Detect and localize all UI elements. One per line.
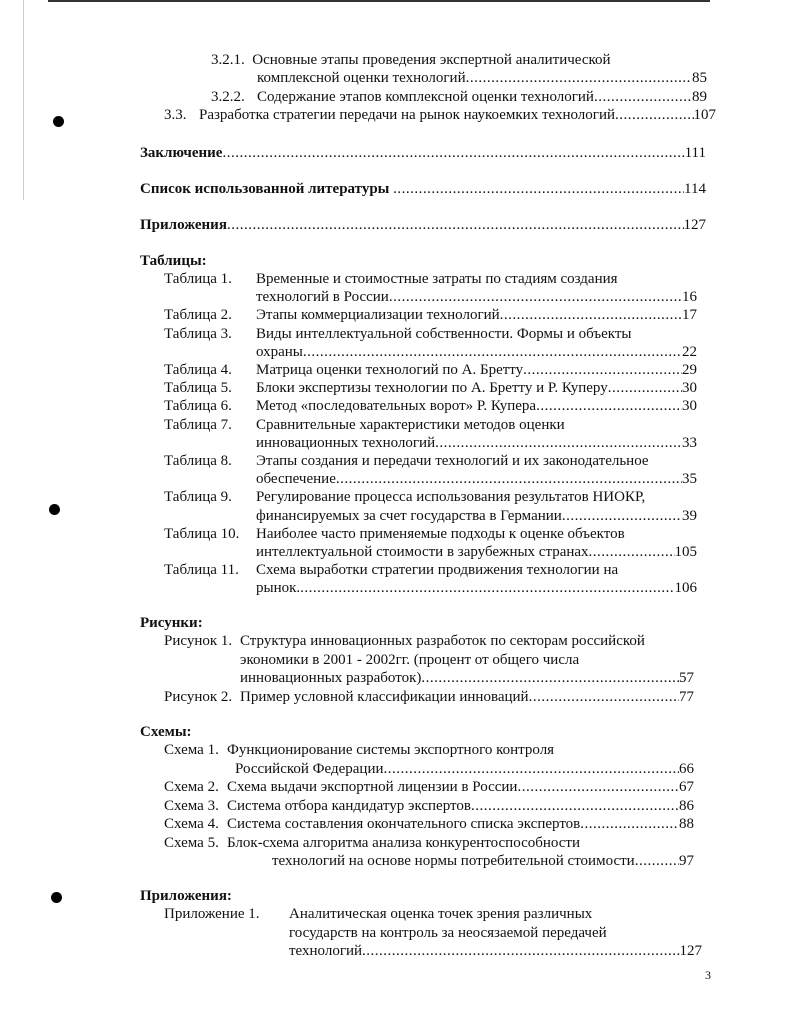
leader-dots xyxy=(517,778,679,796)
entry-title: инновационных технологий xyxy=(256,434,436,451)
entry-label: Таблица 10. xyxy=(164,525,240,542)
leader-dots xyxy=(300,579,674,597)
entry-title: Содержание этапов комплексной оценки технологий xyxy=(257,89,594,105)
leader-dots xyxy=(393,180,684,198)
page-ref: 35 xyxy=(682,471,697,488)
entry-title: финансируемых за счет государства в Германии xyxy=(256,507,562,524)
table-entry xyxy=(164,325,632,343)
page-ref: 127 xyxy=(683,217,706,233)
entry-title: Виды интеллектуальной собственности. Формы и объекты xyxy=(256,325,632,342)
entry-title: Временные и стоимостные затраты по стадиям создания xyxy=(256,271,618,287)
leader-dots xyxy=(580,815,679,833)
leader-dots xyxy=(615,106,694,124)
entry-title: Приложения xyxy=(140,217,227,233)
entry-title-continued xyxy=(256,507,697,525)
entry-number: 3.2.1. xyxy=(211,52,245,68)
entry-title: инновационных разработок) xyxy=(240,670,422,686)
entry-label: Таблица 5. xyxy=(164,380,232,397)
entry-title: технологий в России xyxy=(256,289,389,306)
page-ref: 57 xyxy=(679,670,694,686)
page-ref: 66 xyxy=(679,760,694,777)
entry-title: Разработка стратегии передачи на рынок наукоемких технологий xyxy=(199,107,615,123)
scheme-entry xyxy=(164,834,580,852)
entry-title: Пример условной классификации инноваций xyxy=(240,688,529,705)
toc-entry-3-2-1-cont xyxy=(257,69,707,87)
page-ref: 30 xyxy=(682,380,697,397)
page-ref: 29 xyxy=(682,362,697,378)
entry-label: Таблица 7. xyxy=(164,416,232,433)
entry-label: Приложение 1. xyxy=(164,906,260,922)
entry-title-continued: государств на контроль за неосязаемой передачей xyxy=(289,924,607,941)
entry-title: Наиболее часто применяемые подходы к оценке объектов xyxy=(256,525,625,542)
entry-title-continued xyxy=(240,669,694,687)
entry-title: охраны xyxy=(256,343,303,360)
leader-dots xyxy=(435,434,682,452)
table-entry xyxy=(164,525,625,543)
leader-dots xyxy=(529,688,679,706)
table-entry xyxy=(164,379,697,397)
page-number: 3 xyxy=(705,968,711,982)
page-ref: 114 xyxy=(684,181,706,197)
schemes-heading: Схемы: xyxy=(140,724,192,740)
entry-title: Сравнительные характеристики методов оценки xyxy=(256,416,565,433)
entry-title: рынок. xyxy=(256,580,301,597)
table-entry xyxy=(164,416,565,434)
table-entry xyxy=(164,452,649,470)
page-ref: 17 xyxy=(682,307,697,324)
leader-dots xyxy=(523,361,682,379)
figure-entry xyxy=(164,688,694,706)
leader-dots xyxy=(389,288,682,306)
toc-entry-3-2-2 xyxy=(211,88,707,106)
entry-title-continued xyxy=(235,760,694,778)
page-ref: 30 xyxy=(682,398,697,415)
entry-number: 3.2.2. xyxy=(211,89,245,105)
appendix-entry xyxy=(164,905,592,923)
scheme-entry xyxy=(164,797,694,815)
leader-dots xyxy=(421,669,679,687)
figure-entry xyxy=(164,632,645,650)
entry-title: Блоки экспертизы технологии по А. Бретту и Р. Куперу xyxy=(256,380,608,397)
entry-label: Схема 4. xyxy=(164,816,219,832)
entry-title: Схема выдачи экспортной лицензии в России xyxy=(227,779,518,795)
punch-hole-icon xyxy=(53,116,64,127)
entry-label: Таблица 4. xyxy=(164,362,232,378)
entry-title: интеллектуальной стоимости в зарубежных странах xyxy=(256,544,589,560)
scan-left-edge xyxy=(23,0,24,200)
leader-dots xyxy=(562,507,682,525)
table-entry xyxy=(164,361,697,379)
leader-dots xyxy=(500,306,682,324)
entry-title: Список использованной литературы xyxy=(140,181,390,197)
entry-title-continued xyxy=(256,434,697,452)
entry-title-continued xyxy=(256,470,697,488)
entry-title: Структура инновационных разработок по секторам российской xyxy=(240,633,645,649)
entry-title: комплексной оценки технологий xyxy=(257,70,466,86)
entry-label: Рисунок 1. xyxy=(164,633,233,649)
entry-label: Схема 5. xyxy=(164,834,219,851)
table-entry xyxy=(164,306,697,324)
page-ref: 67 xyxy=(679,779,694,795)
leader-dots xyxy=(222,144,684,162)
entry-number: 3.3. xyxy=(164,107,187,123)
entry-title: Основные этапы проведения экспертной аналитической xyxy=(252,52,611,68)
page-ref: 107 xyxy=(693,107,716,123)
leader-dots xyxy=(594,88,692,106)
tables-heading: Таблицы: xyxy=(140,253,207,269)
entry-title: Метод «последовательных ворот» Р. Купера xyxy=(256,398,537,415)
page-ref: 111 xyxy=(684,145,706,161)
toc-entry-conclusion xyxy=(140,144,706,162)
page-ref: 22 xyxy=(682,343,697,360)
page-ref: 16 xyxy=(682,289,697,306)
entry-title-continued xyxy=(289,942,702,960)
entry-label: Схема 1. xyxy=(164,742,219,758)
page-ref: 85 xyxy=(692,70,707,86)
entry-title: Заключение xyxy=(140,145,223,161)
page-ref: 127 xyxy=(679,943,702,959)
leader-dots xyxy=(336,470,682,488)
toc-entry-appendices xyxy=(140,216,706,234)
entry-label: Таблица 2. xyxy=(164,307,232,324)
table-entry xyxy=(164,270,618,288)
page-ref: 106 xyxy=(674,580,697,597)
table-entry xyxy=(164,397,697,415)
page-ref: 77 xyxy=(679,688,694,705)
entry-label: Рисунок 2. xyxy=(164,688,233,705)
entry-title: Аналитическая оценка точек зрения различных xyxy=(289,906,593,922)
leader-dots xyxy=(536,397,682,415)
leader-dots xyxy=(589,543,675,561)
entry-title-continued: экономики в 2001 - 2002гг. (процент от общего числа xyxy=(240,651,580,668)
punch-hole-icon xyxy=(49,504,60,515)
leader-dots xyxy=(362,942,679,960)
toc-entry-3-3 xyxy=(164,106,716,124)
toc-entry-references xyxy=(140,180,706,198)
entry-title: технологий xyxy=(289,943,363,959)
scheme-entry xyxy=(164,778,694,796)
entry-title-continued xyxy=(256,343,697,361)
entry-title-continued xyxy=(256,288,697,306)
entry-title-continued xyxy=(256,579,697,597)
leader-dots xyxy=(471,797,679,815)
page-ref: 97 xyxy=(679,853,694,869)
entry-title-continued xyxy=(272,852,694,870)
entry-label: Таблица 9. xyxy=(164,489,232,506)
entry-title: Матрица оценки технологий по А. Бретту xyxy=(256,362,524,378)
leader-dots xyxy=(608,379,682,397)
page-ref: 39 xyxy=(682,507,697,524)
leader-dots xyxy=(466,69,692,87)
entry-label: Таблица 8. xyxy=(164,453,232,469)
entry-title: Функционирование системы экспортного контроля xyxy=(227,742,555,758)
entry-title-continued xyxy=(256,543,697,561)
page-ref: 105 xyxy=(674,544,697,560)
table-entry xyxy=(164,561,618,579)
page-ref: 86 xyxy=(679,797,694,814)
table-entry xyxy=(164,488,645,506)
scheme-entry xyxy=(164,741,554,759)
page-ref: 88 xyxy=(679,816,694,832)
entry-title: обеспечение xyxy=(256,471,336,488)
appendices-heading: Приложения: xyxy=(140,888,232,904)
leader-dots xyxy=(635,852,679,870)
toc-entry-3-2-1 xyxy=(211,51,611,69)
leader-dots xyxy=(384,760,679,778)
scheme-entry xyxy=(164,815,694,833)
entry-title: Блок-схема алгоритма анализа конкурентоспособности xyxy=(227,834,581,851)
entry-title: Российской Федерации xyxy=(235,760,384,777)
entry-label: Таблица 6. xyxy=(164,398,232,415)
entry-title: Этапы коммерциализации технологий xyxy=(256,307,500,324)
entry-label: Таблица 11. xyxy=(164,562,239,579)
entry-label: Таблица 1. xyxy=(164,271,232,287)
figures-heading: Рисунки: xyxy=(140,615,203,631)
scan-top-border xyxy=(48,0,710,2)
entry-label: Таблица 3. xyxy=(164,325,232,342)
entry-title: Система отбора кандидатур экспертов xyxy=(227,797,471,814)
page-ref: 89 xyxy=(692,89,707,105)
page-ref: 33 xyxy=(682,434,697,451)
entry-title: Схема выработки стратегии продвижения технологии на xyxy=(256,562,619,579)
leader-dots xyxy=(303,343,682,361)
entry-title: технологий на основе нормы потребительной стоимости xyxy=(272,853,635,869)
entry-label: Схема 3. xyxy=(164,797,219,814)
entry-title: Регулирование процесса использования результатов НИОКР, xyxy=(256,489,646,506)
punch-hole-icon xyxy=(51,892,62,903)
entry-title: Этапы создания и передачи технологий и их законодательное xyxy=(256,453,649,469)
leader-dots xyxy=(227,216,684,234)
entry-label: Схема 2. xyxy=(164,779,219,795)
entry-title: Система составления окончательного списка экспертов xyxy=(227,816,581,832)
